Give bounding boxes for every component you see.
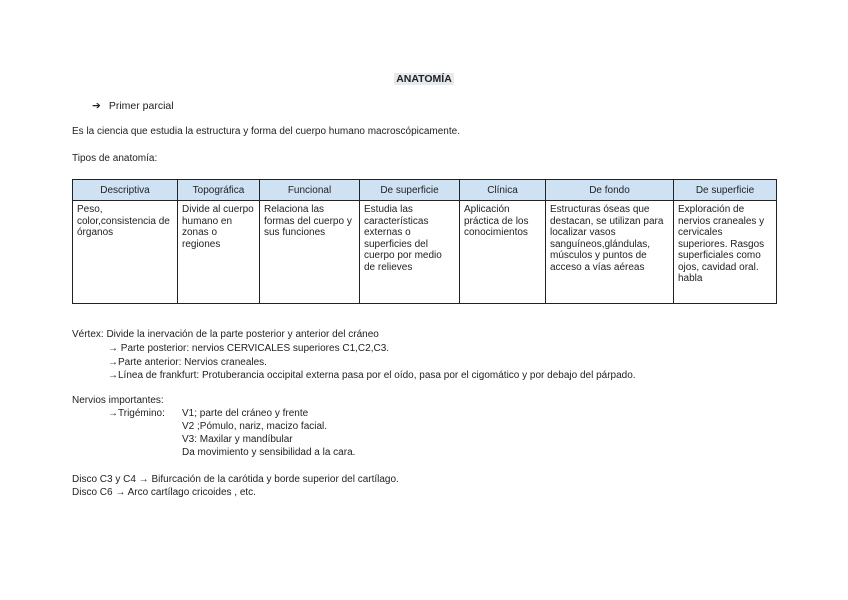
table-header-cell: De superficie xyxy=(360,180,460,201)
table-cell: Peso, color,consistencia de órganos xyxy=(73,201,178,304)
table-row xyxy=(73,201,777,304)
table-header-cell: De fondo xyxy=(546,180,674,201)
table-header-cell: Clínica xyxy=(460,180,546,201)
bullet-text: Primer parcial xyxy=(108,100,174,112)
table-cell: Relaciona las formas del cuerpo y sus funciones xyxy=(260,201,360,304)
anatomy-types-table xyxy=(72,179,777,304)
arrow-bullet-icon: ➔ xyxy=(92,100,101,112)
disc-line: Disco C3 y C4 → Bifurcación de la carótida y borde superior del cartílago. xyxy=(72,474,399,485)
bullet-item xyxy=(92,100,174,112)
vertex-item: →Parte anterior: Nervios craneales. xyxy=(108,357,267,368)
table-cell: Divide al cuerpo humano en zonas o regiones xyxy=(178,201,260,304)
vertex-item: →Línea de frankfurt: Protuberancia occipital externa pasa por el oído, pasa por el cigomático y por debajo del párpado. xyxy=(108,370,636,381)
nerve-line: V2 ;Pómulo, nariz, macizo facial. xyxy=(182,421,328,432)
table-header-cell: Topográfica xyxy=(178,180,260,201)
table-header-cell: De superficie xyxy=(674,180,777,201)
page-title-text: ANATOMÍA xyxy=(396,73,452,85)
types-heading: Tipos de anatomía: xyxy=(72,153,158,164)
nerve-line: V1; parte del cráneo y frente xyxy=(182,408,309,419)
vertex-line: Vértex: Divide la inervación de la parte posterior y anterior del cráneo xyxy=(72,329,379,340)
disc-line: Disco C6 → Arco cartílago cricoides , etc. xyxy=(72,487,256,498)
table-cell: Estructuras óseas que destacan, se utilizan para localizar vasos sanguíneos,glándulas, músculos y puntos de acceso a vías aéreas xyxy=(546,201,674,304)
definition-text: Es la ciencia que estudia la estructura y forma del cuerpo humano macroscópicamente. xyxy=(72,126,460,137)
table-header-cell: Funcional xyxy=(260,180,360,201)
table-header-cell: Descriptiva xyxy=(73,180,178,201)
nerve-line: Da movimiento y sensibilidad a la cara. xyxy=(182,447,356,458)
trigemino-label: →Trigémino: xyxy=(108,408,165,419)
table-cell: Aplicación práctica de los conocimientos xyxy=(460,201,546,304)
table-cell: Estudia las características externas o superficies del cuerpo por medio de relieves xyxy=(360,201,460,304)
table-cell: Exploración de nervios craneales y cervicales superiores. Rasgos superficiales como ojos, cavidad oral. habla xyxy=(674,201,777,304)
nerve-line: V3: Maxilar y mandíbular xyxy=(182,434,293,445)
vertex-item: → Parte posterior: nervios CERVICALES superiores C1,C2,C3. xyxy=(108,343,390,354)
nerves-heading: Nervios importantes: xyxy=(72,395,164,406)
table-header-row xyxy=(73,180,777,201)
page-title xyxy=(0,73,848,85)
